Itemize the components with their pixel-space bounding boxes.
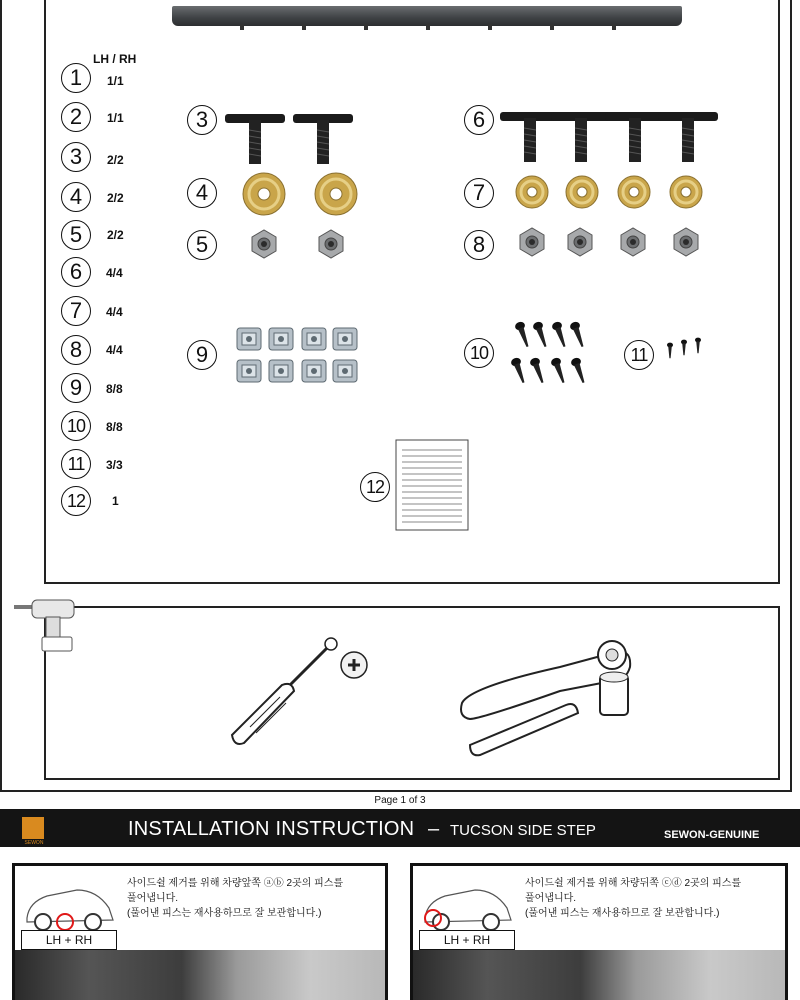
part-number-7: 7 xyxy=(61,296,91,326)
lh-rh-badge: LH + RH xyxy=(21,930,117,950)
diagram-label-11: 11 xyxy=(624,340,654,370)
diagram-label-4: 4 xyxy=(187,178,217,208)
diagram-label-8: 8 xyxy=(464,230,494,260)
step-line: 사이드쉴 제거를 위해 차량뒤쪽 ⓒⓓ 2곳의 피스를 xyxy=(525,878,742,889)
step-line: 풀어냅니다. xyxy=(525,893,577,904)
page-number: Page 1 of 3 xyxy=(374,795,426,806)
part-qty-12: 1 xyxy=(112,494,119,508)
part-number-12: 12 xyxy=(61,486,91,516)
step-photo xyxy=(413,950,785,1000)
part-number-6: 6 xyxy=(61,257,91,287)
part-number-5: 5 xyxy=(61,220,91,250)
diagram-label-10: 10 xyxy=(464,338,494,368)
title-separator: – xyxy=(428,818,440,840)
tools-illustrations xyxy=(0,595,800,785)
diagram-label-12: 12 xyxy=(360,472,390,502)
part-number-2: 2 xyxy=(61,102,91,132)
brand-name: SEWON-GENUINE xyxy=(664,829,760,841)
parts-list-header: LH / RH xyxy=(93,52,137,66)
diagram-label-9: 9 xyxy=(187,340,217,370)
part-number-11: 11 xyxy=(61,449,91,479)
part-qty-10: 8/8 xyxy=(106,420,123,434)
part-number-1: 1 xyxy=(61,63,91,93)
part-qty-8: 4/4 xyxy=(106,343,123,357)
brand-logo-text: SEWON xyxy=(24,840,44,846)
ratchet-wrench-icon xyxy=(461,641,630,755)
part-qty-7: 4/4 xyxy=(106,305,123,319)
step-panel-2 xyxy=(410,863,788,1000)
part-qty-1: 1/1 xyxy=(107,74,124,88)
part-qty-3: 2/2 xyxy=(107,153,124,167)
part-qty-2: 1/1 xyxy=(107,111,124,125)
part-qty-4: 2/2 xyxy=(107,191,124,205)
part-qty-5: 2/2 xyxy=(107,228,124,242)
document-title: INSTALLATION INSTRUCTION xyxy=(128,818,415,840)
step-line: 풀어냅니다. xyxy=(127,893,179,904)
step-instruction xyxy=(127,876,382,921)
diagram-label-6: 6 xyxy=(464,105,494,135)
step-photo xyxy=(15,950,385,1000)
diagram-label-3: 3 xyxy=(187,105,217,135)
drill-icon xyxy=(14,600,74,651)
brand-logo-icon xyxy=(22,817,44,839)
part-number-8: 8 xyxy=(61,335,91,365)
lh-rh-badge: LH + RH xyxy=(419,930,515,950)
diagram-label-5: 5 xyxy=(187,230,217,260)
part-number-4: 4 xyxy=(61,182,91,212)
part-qty-9: 8/8 xyxy=(106,382,123,396)
part-number-3: 3 xyxy=(61,142,91,172)
step-instruction xyxy=(525,876,780,921)
screwdriver-icon xyxy=(232,638,367,744)
diagram-label-7: 7 xyxy=(464,178,494,208)
part-number-10: 10 xyxy=(61,411,91,441)
part-qty-11: 3/3 xyxy=(106,458,123,472)
part-number-9: 9 xyxy=(61,373,91,403)
part-qty-6: 4/4 xyxy=(106,266,123,280)
step-line: 사이드쉴 제거를 위해 차량앞쪽 ⓐⓑ 2곳의 피스를 xyxy=(127,878,344,889)
step-panel-1 xyxy=(12,863,388,1000)
document-subtitle: TUCSON SIDE STEP xyxy=(450,822,596,839)
step-line: (풀어낸 피스는 재사용하므로 잘 보관합니다.) xyxy=(127,908,322,919)
step-line: (풀어낸 피스는 재사용하므로 잘 보관합니다.) xyxy=(525,908,720,919)
